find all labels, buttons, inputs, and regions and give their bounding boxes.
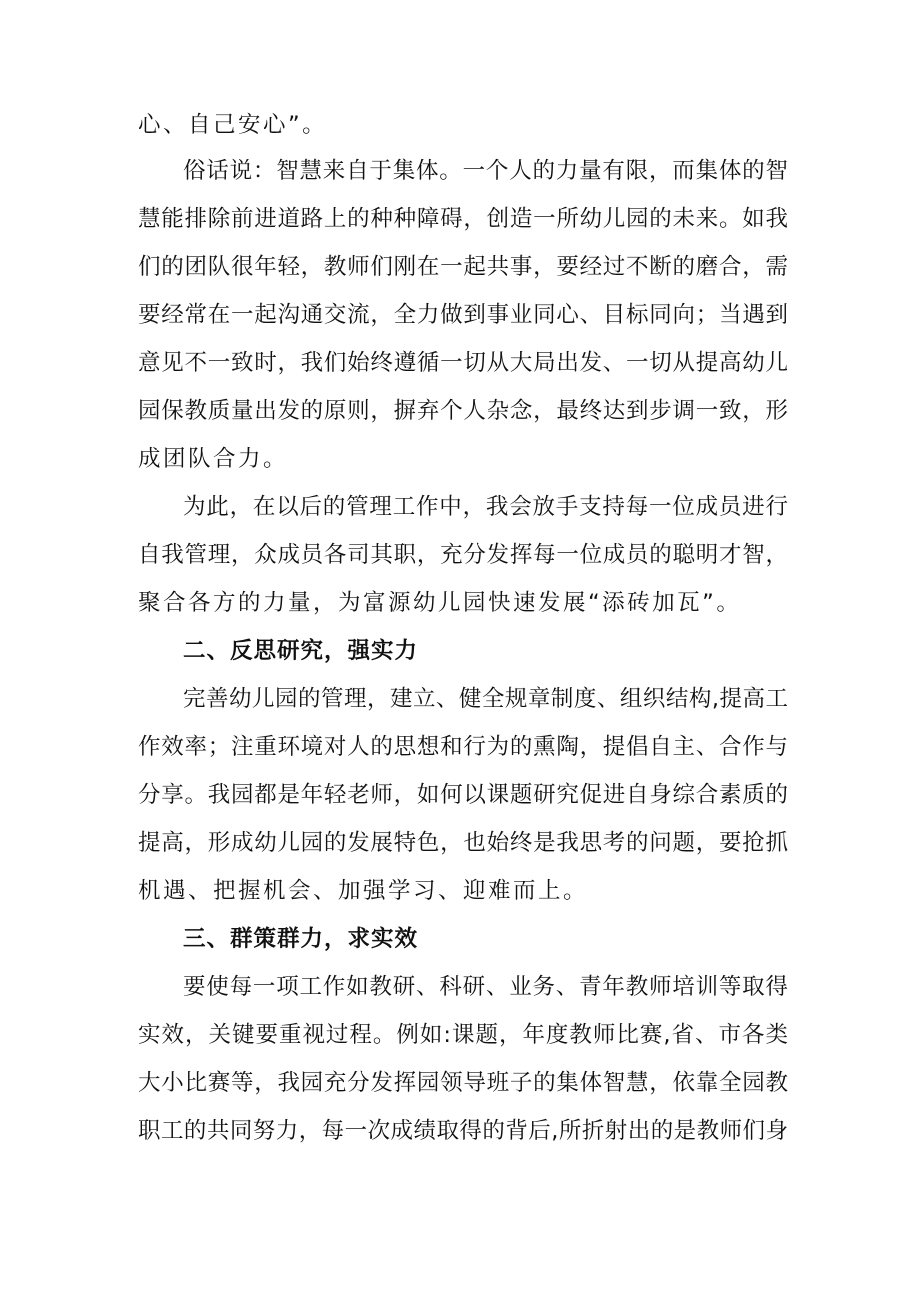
paragraph-3-line-1: 完善幼儿园的管理，建立、健全规章制度、组织结构,提高工 [183,686,788,712]
paragraph-1-line-1: 俗话说：智慧来自于集体。一个人的力量有限，而集体的智 [183,158,788,184]
paragraph-1-line-2: 慧能排除前进道路上的种种障碍，创造一所幼儿园的未来。如我 [138,206,788,232]
paragraph-1-line-5: 意见不一致时，我们始终遵循一切从大局出发、一切从提高幼儿 [138,350,788,376]
paragraph-1-line-4: 要经常在一起沟通交流，全力做到事业同心、目标同向；当遇到 [138,302,788,328]
paragraph-2-line-1: 为此，在以后的管理工作中，我会放手支持每一位成员进行 [183,494,788,520]
paragraph-4-line-3: 大小比赛等，我园充分发挥园领导班子的集体智慧，依靠全园教 [138,1070,788,1096]
paragraph-3-line-3: 分享。我园都是年轻老师，如何以课题研究促进自身综合素质的 [138,782,788,808]
paragraph-1-line-3: 们的团队很年轻，教师们刚在一起共事，要经过不断的磨合，需 [138,254,788,280]
paragraph-3-line-4: 提高，形成幼儿园的发展特色，也始终是我思考的问题，要抢抓 [138,830,788,856]
section-heading-3: 三、群策群力，求实效 [183,926,419,952]
section-heading-2: 二、反思研究，强实力 [183,638,419,664]
paragraph-1-line-7: 成团队合力。 [138,446,289,472]
paragraph-3-line-5: 机遇、把握机会、加强学习、迎难而上。 [138,878,589,904]
paragraph-3-line-2: 作效率；注重环境对人的思想和行为的熏陶，提倡自主、合作与 [138,734,788,760]
paragraph-1-line-6: 园保教质量出发的原则，摒弃个人杂念，最终达到步调一致，形 [138,398,788,424]
paragraph-0-line-1: 心、自己安心”。 [138,112,328,138]
paragraph-2-line-2: 自我管理，众成员各司其职，充分发挥每一位成员的聪明才智， [138,542,788,568]
paragraph-2-line-3: 聚合各方的力量，为富源幼儿园快速发展“添砖加瓦”。 [138,590,742,616]
paragraph-4-line-1: 要使每一项工作如教研、科研、业务、青年教师培训等取得 [183,974,788,1000]
paragraph-4-line-4: 职工的共同努力，每一次成绩取得的背后,所折射出的是教师们身 [138,1118,788,1144]
paragraph-4-line-2: 实效，关键要重视过程。例如:课题，年度教师比赛,省、市各类 [138,1022,788,1048]
